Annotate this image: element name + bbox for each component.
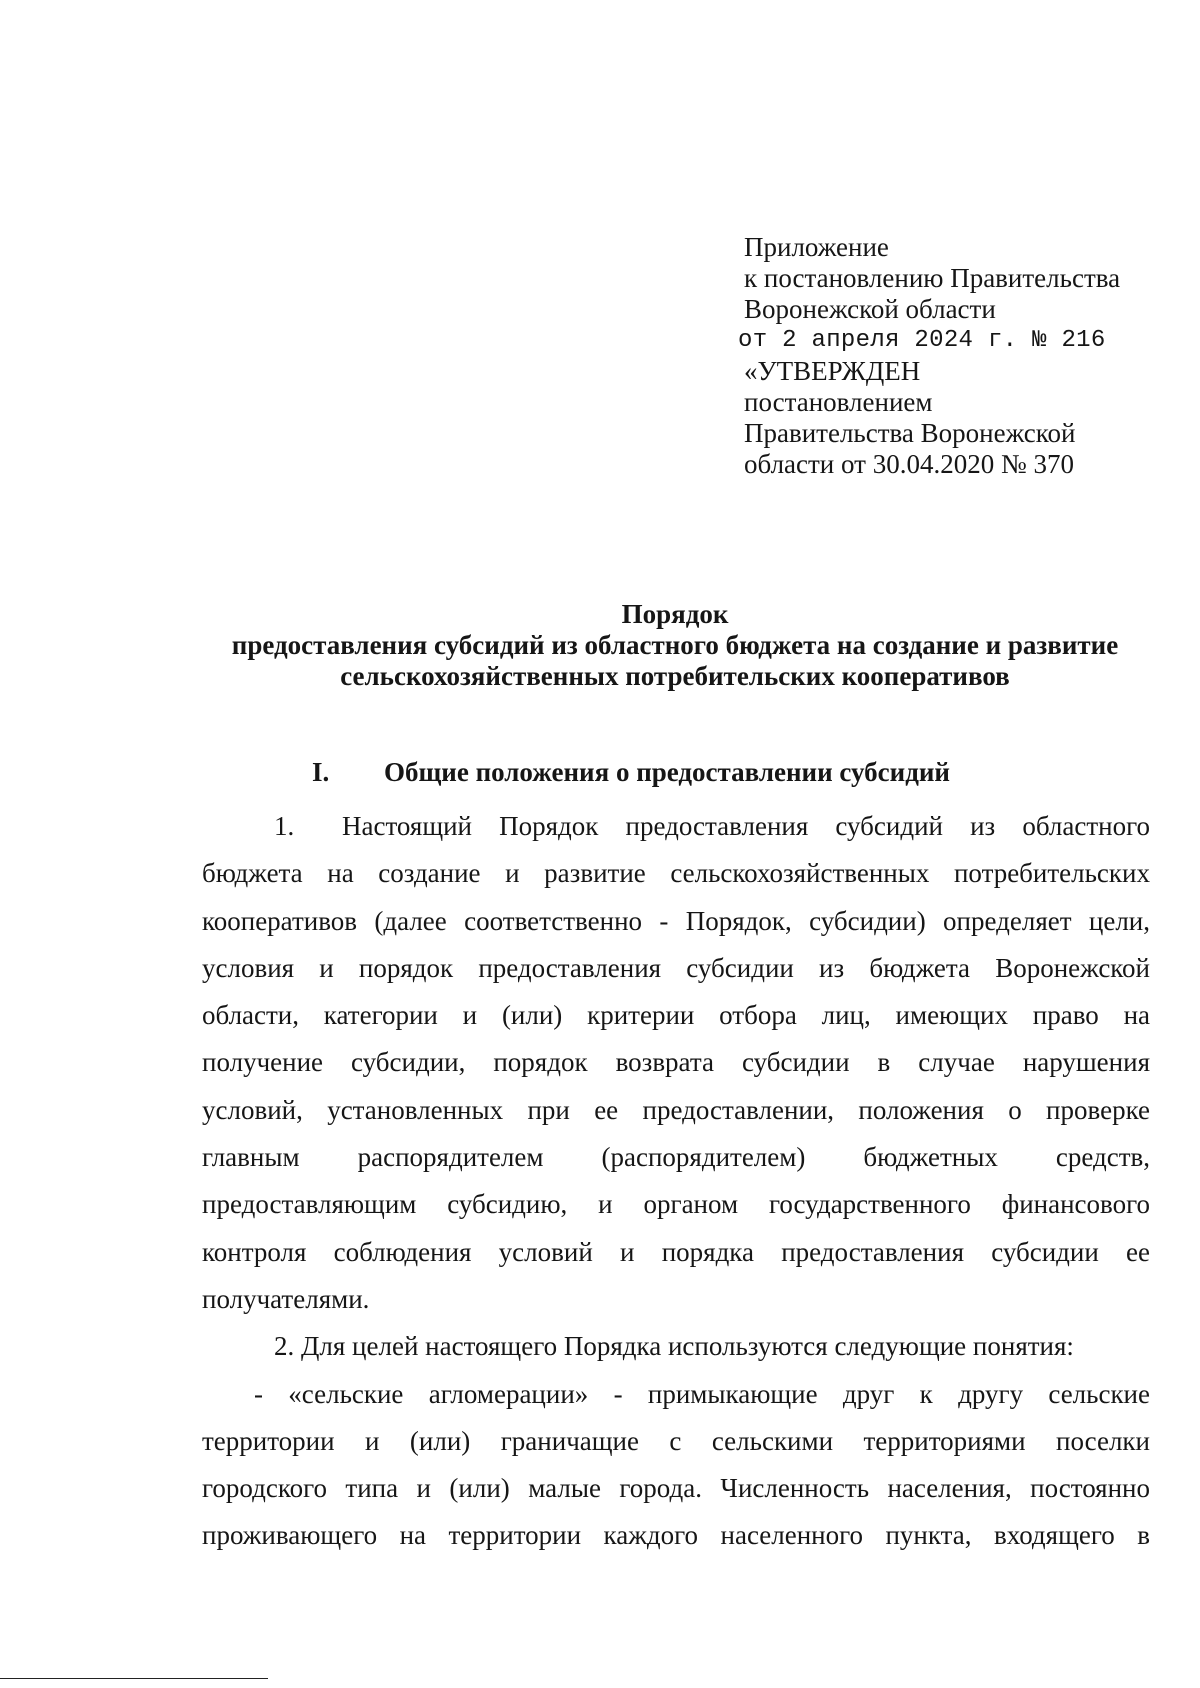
- paragraph-number: 1.: [274, 811, 295, 841]
- appendix-date-number: от 2 апреля 2024 г. № 216: [738, 327, 1106, 354]
- appendix-line: Правительства Воронежской: [744, 418, 1076, 448]
- footnote-divider: [0, 1678, 268, 1679]
- appendix-line: области от 30.04.2020 № 370: [744, 449, 1074, 479]
- title-line: сельскохозяйственных потребительских кооперативов: [340, 661, 1010, 691]
- paragraph-line: проживающего на территории каждого населенного пункта, входящего в: [202, 1520, 1150, 1551]
- document-title: [200, 599, 1150, 692]
- title-line: Порядок: [621, 599, 729, 629]
- paragraph-line: области, категории и (или) критерии отбора лиц, имеющих право на: [202, 1000, 1150, 1031]
- body-text: [202, 803, 1150, 1560]
- appendix-line: Воронежской области: [744, 294, 996, 324]
- appendix-line: к постановлению Правительства: [744, 263, 1121, 293]
- paragraph-line: 1. Настоящий Порядок предоставления субсидий из областного: [202, 803, 1150, 850]
- paragraph-line: получение субсидии, порядок возврата субсидии в случае нарушения: [202, 1047, 1150, 1078]
- section-heading: [312, 756, 950, 788]
- paragraph-2: [202, 1323, 1150, 1370]
- paragraph-line: городского типа и (или) малые города. Численность населения, постоянно: [202, 1473, 1150, 1504]
- appendix-line: Приложение: [744, 232, 889, 262]
- title-line: предоставления субсидий из областного бюджета на создание и развитие: [231, 630, 1119, 660]
- paragraph-line: получателями.: [202, 1283, 370, 1314]
- paragraph-3: [202, 1371, 1150, 1560]
- appendix-line: постановлением: [744, 387, 933, 417]
- appendix-line: «УТВЕРЖДЕН: [744, 356, 921, 386]
- paragraph-line: - «сельские агломерации» - примыкающие друг к другу сельские: [254, 1378, 1150, 1409]
- paragraph-line: кооперативов (далее соответственно - Порядок, субсидии) определяет цели,: [202, 905, 1150, 936]
- paragraph-line: условий, установленных при ее предоставлении, положения о проверке: [202, 1094, 1150, 1125]
- section-number: I.: [312, 757, 330, 787]
- paragraph-line: главным распорядителем (распорядителем) бюджетных средств,: [202, 1142, 1150, 1173]
- appendix-header: [738, 232, 1184, 480]
- paragraph-1: [202, 803, 1150, 1323]
- paragraph-line: 2. Для целей настоящего Порядка используются следующие понятия:: [274, 1331, 1074, 1362]
- paragraph-line: территории и (или) граничащие с сельскими территориями поселки: [202, 1425, 1150, 1456]
- section-title: Общие положения о предоставлении субсидий: [384, 757, 950, 787]
- paragraph-line: бюджета на создание и развитие сельскохозяйственных потребительских: [202, 858, 1150, 889]
- paragraph-line: условия и порядок предоставления субсидии из бюджета Воронежской: [202, 952, 1150, 983]
- paragraph-line: предоставляющим субсидию, и органом государственного финансового: [202, 1189, 1150, 1220]
- paragraph-line: контроля соблюдения условий и порядка предоставления субсидии ее: [202, 1236, 1150, 1267]
